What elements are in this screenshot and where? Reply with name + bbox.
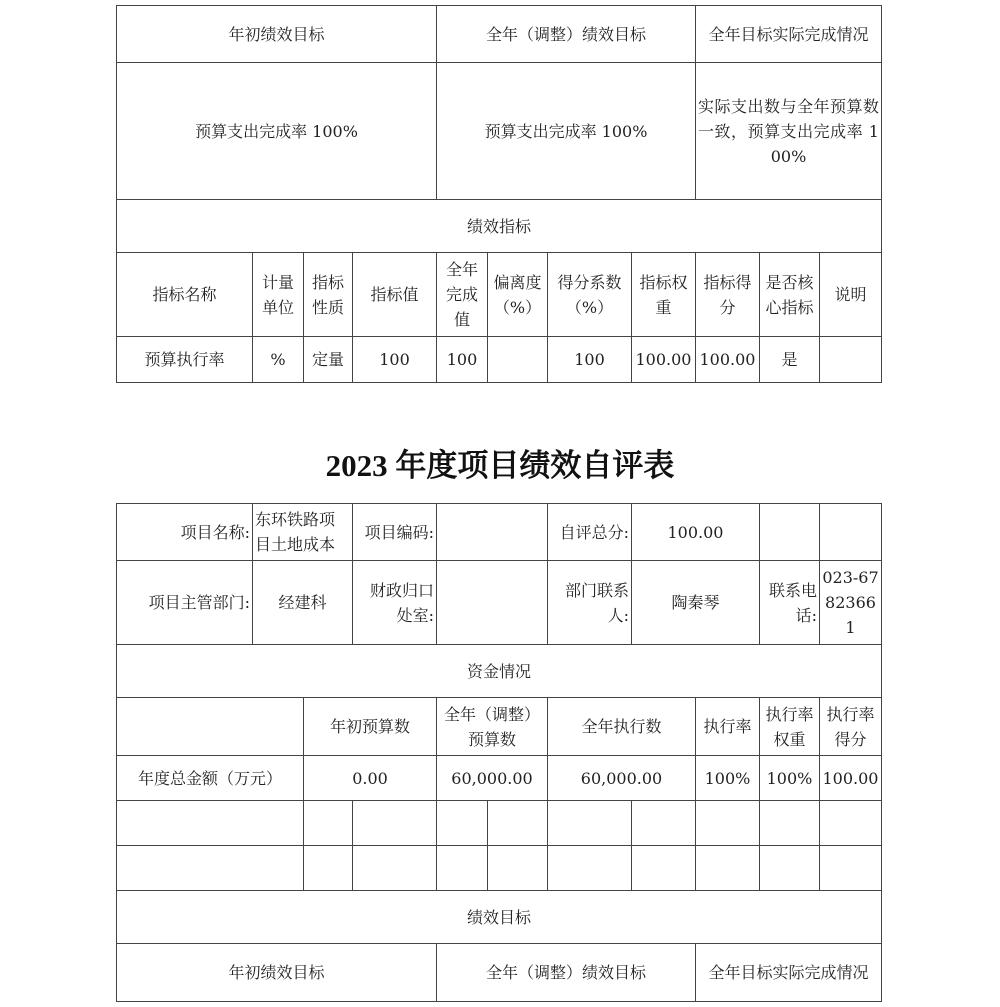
project-info-row — [117, 504, 882, 561]
indicator-header-row — [117, 253, 882, 337]
header-rate-weight: 执行率权重 — [760, 698, 820, 756]
goals-section-title: 绩效目标 — [117, 891, 882, 944]
blank-cell — [437, 846, 488, 891]
page-title: 2023 年度项目绩效自评表 — [325, 448, 675, 483]
blank-cell — [117, 698, 304, 756]
header-initial-budget: 年初预算数 — [304, 698, 437, 756]
initial-goal-header: 年初绩效目标 — [117, 6, 437, 63]
funds-section-row — [117, 645, 882, 698]
initial-goal-value: 预算支出完成率 100% — [117, 63, 437, 200]
header-rate: 执行率 — [696, 698, 760, 756]
finance-office-label: 财政归口处室: — [353, 561, 437, 645]
fund-rate-weight: 100% — [760, 756, 820, 801]
header-rate-score: 执行率得分 — [820, 698, 882, 756]
indicator-core: 是 — [760, 337, 820, 383]
fund-header-row — [117, 698, 882, 756]
blank-cell — [632, 846, 696, 891]
indicator-score-coefficient: 100 — [548, 337, 632, 383]
phone-value: 023-67823661 — [820, 561, 882, 645]
indicator-nature: 定量 — [304, 337, 353, 383]
adjusted-goal-header: 全年（调整）绩效目标 — [437, 6, 696, 63]
blank-cell — [488, 801, 548, 846]
indicator-annual-completion: 100 — [437, 337, 488, 383]
header-score: 指标得分 — [696, 253, 760, 337]
indicators-section-title: 绩效指标 — [117, 200, 882, 253]
header-target-value: 指标值 — [353, 253, 437, 337]
adjusted-goal-value: 预算支出完成率 100% — [437, 63, 696, 200]
blank-cell — [117, 846, 304, 891]
goal-value-row — [117, 63, 882, 200]
header-score-coefficient: 得分系数（%） — [548, 253, 632, 337]
header-executed: 全年执行数 — [548, 698, 696, 756]
blank-cell — [304, 846, 353, 891]
self-score-label: 自评总分: — [548, 504, 632, 561]
goals-section-row — [117, 891, 882, 944]
indicator-target-value: 100 — [353, 337, 437, 383]
fund-rate-score: 100.00 — [820, 756, 882, 801]
blank-cell — [696, 801, 760, 846]
indicator-score: 100.00 — [696, 337, 760, 383]
fund-adjusted-budget: 60,000.00 — [437, 756, 548, 801]
blank-cell — [548, 846, 632, 891]
dept-value: 经建科 — [253, 561, 353, 645]
blank-cell — [632, 801, 696, 846]
self-score-value: 100.00 — [632, 504, 760, 561]
contact-label: 部门联系人: — [548, 561, 632, 645]
goal-header-row — [117, 944, 882, 1002]
blank-cell — [820, 846, 882, 891]
table-row — [117, 337, 882, 383]
performance-goal-table — [116, 5, 882, 383]
blank-cell — [353, 846, 437, 891]
table-row — [117, 756, 882, 801]
blank-cell — [760, 504, 820, 561]
funds-section-title: 资金情况 — [117, 645, 882, 698]
phone-label: 联系电话: — [760, 561, 820, 645]
project-name-value: 东环铁路项目土地成本 — [253, 504, 353, 561]
indicator-weight: 100.00 — [632, 337, 696, 383]
department-row — [117, 561, 882, 645]
blank-cell — [760, 846, 820, 891]
header-adjusted-budget: 全年（调整）预算数 — [437, 698, 548, 756]
actual-completion-header: 全年目标实际完成情况 — [696, 6, 882, 63]
table-row — [117, 801, 882, 846]
blank-cell — [820, 504, 882, 561]
blank-cell — [820, 801, 882, 846]
header-unit: 计量单位 — [253, 253, 304, 337]
fund-executed: 60,000.00 — [548, 756, 696, 801]
header-annual-completion: 全年完成值 — [437, 253, 488, 337]
project-code-value — [437, 504, 548, 561]
blank-cell — [488, 846, 548, 891]
goal-header-row — [117, 6, 882, 63]
blank-cell — [304, 801, 353, 846]
header-nature: 指标性质 — [304, 253, 353, 337]
actual-completion-header: 全年目标实际完成情况 — [696, 944, 882, 1002]
table-row — [117, 846, 882, 891]
blank-cell — [548, 801, 632, 846]
actual-completion-value: 实际支出数与全年预算数一致，预算支出完成率 100% — [696, 63, 882, 200]
project-name-label: 项目名称: — [117, 504, 253, 561]
indicator-remarks — [820, 337, 882, 383]
blank-cell — [117, 801, 304, 846]
initial-goal-header: 年初绩效目标 — [117, 944, 437, 1002]
indicator-unit: % — [253, 337, 304, 383]
project-code-label: 项目编码: — [353, 504, 437, 561]
contact-value: 陶秦琴 — [632, 561, 760, 645]
header-weight: 指标权重 — [632, 253, 696, 337]
header-core-indicator: 是否核心指标 — [760, 253, 820, 337]
fund-initial-budget: 0.00 — [304, 756, 437, 801]
project-self-evaluation-table — [116, 503, 882, 1002]
indicator-deviation — [488, 337, 548, 383]
header-remarks: 说明 — [820, 253, 882, 337]
finance-office-value — [437, 561, 548, 645]
blank-cell — [353, 801, 437, 846]
header-deviation: 偏离度（%） — [488, 253, 548, 337]
indicator-name: 预算执行率 — [117, 337, 253, 383]
blank-cell — [760, 801, 820, 846]
fund-rate: 100% — [696, 756, 760, 801]
indicator-section-row — [117, 200, 882, 253]
fund-row-label: 年度总金额（万元） — [117, 756, 304, 801]
header-indicator-name: 指标名称 — [117, 253, 253, 337]
adjusted-goal-header: 全年（调整）绩效目标 — [437, 944, 696, 1002]
blank-cell — [437, 801, 488, 846]
blank-cell — [696, 846, 760, 891]
dept-label: 项目主管部门: — [117, 561, 253, 645]
